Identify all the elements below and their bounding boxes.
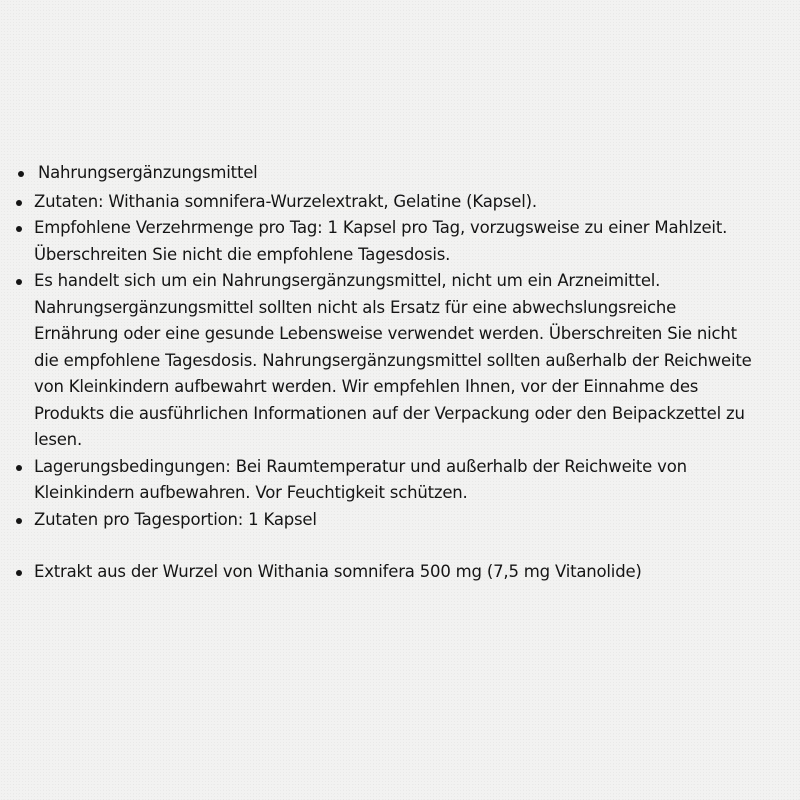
list-item-ingredients [12,189,752,216]
list-item-text: Empfohlene Verzehrmenge pro Tag: 1 Kapsel pro Tag, vorzugsweise zu einer Mahlzeit. Überschreiten Sie nicht die empfohlene Tagesdosis. [34,218,728,264]
bullet-icon [16,518,22,524]
list-item-storage [12,454,752,507]
bullet-icon [16,279,22,285]
list-item-text: Es handelt sich um ein Nahrungsergänzungsmittel, nicht um ein Arzneimittel. Nahrungsergänzungsmittel sollten nicht als Ersatz für eine abwechslungsreiche Ernährung oder eine gesunde Lebensweise verwendet werden. Überschreiten Sie nicht die empfohlene Tagesdosis. Nahrungsergänzungsmittel sollten außerhalb der Reichweite von Kleinkindern aufbewahrt werden. Wir empfehlen Ihnen, vor der Einnahme des Produkts die ausführlichen Informationen auf der Verpackung oder den Beipackzettel zu lesen. [34,271,752,449]
bullet-icon [16,570,22,576]
list-item-text: Lagerungsbedingungen: Bei Raumtemperatur und außerhalb der Reichweite von Kleinkindern aufbewahren. Vor Feuchtigkeit schützen. [34,456,687,502]
bullet-icon [18,171,24,177]
bullet-icon [16,226,22,232]
bullet-icon [16,465,22,471]
product-info-document [12,160,752,586]
list-item-recommended-dose [12,215,752,268]
list-item-warnings [12,268,752,454]
product-info-list [12,160,752,586]
list-item-text: Extrakt aus der Wurzel von Withania somnifera 500 mg (7,5 mg Vitanolide) [34,562,642,581]
list-item-product-type [12,160,752,187]
list-item-text: Zutaten: Withania somnifera-Wurzelextrakt, Gelatine (Kapsel). [34,191,537,211]
list-item-text: Nahrungsergänzungsmittel [38,163,258,182]
bullet-icon [16,200,22,206]
list-item-extract-content [12,559,752,586]
list-spacer [12,533,752,559]
list-item-text: Zutaten pro Tagesportion: 1 Kapsel [34,509,317,529]
list-item-daily-portion [12,507,752,534]
